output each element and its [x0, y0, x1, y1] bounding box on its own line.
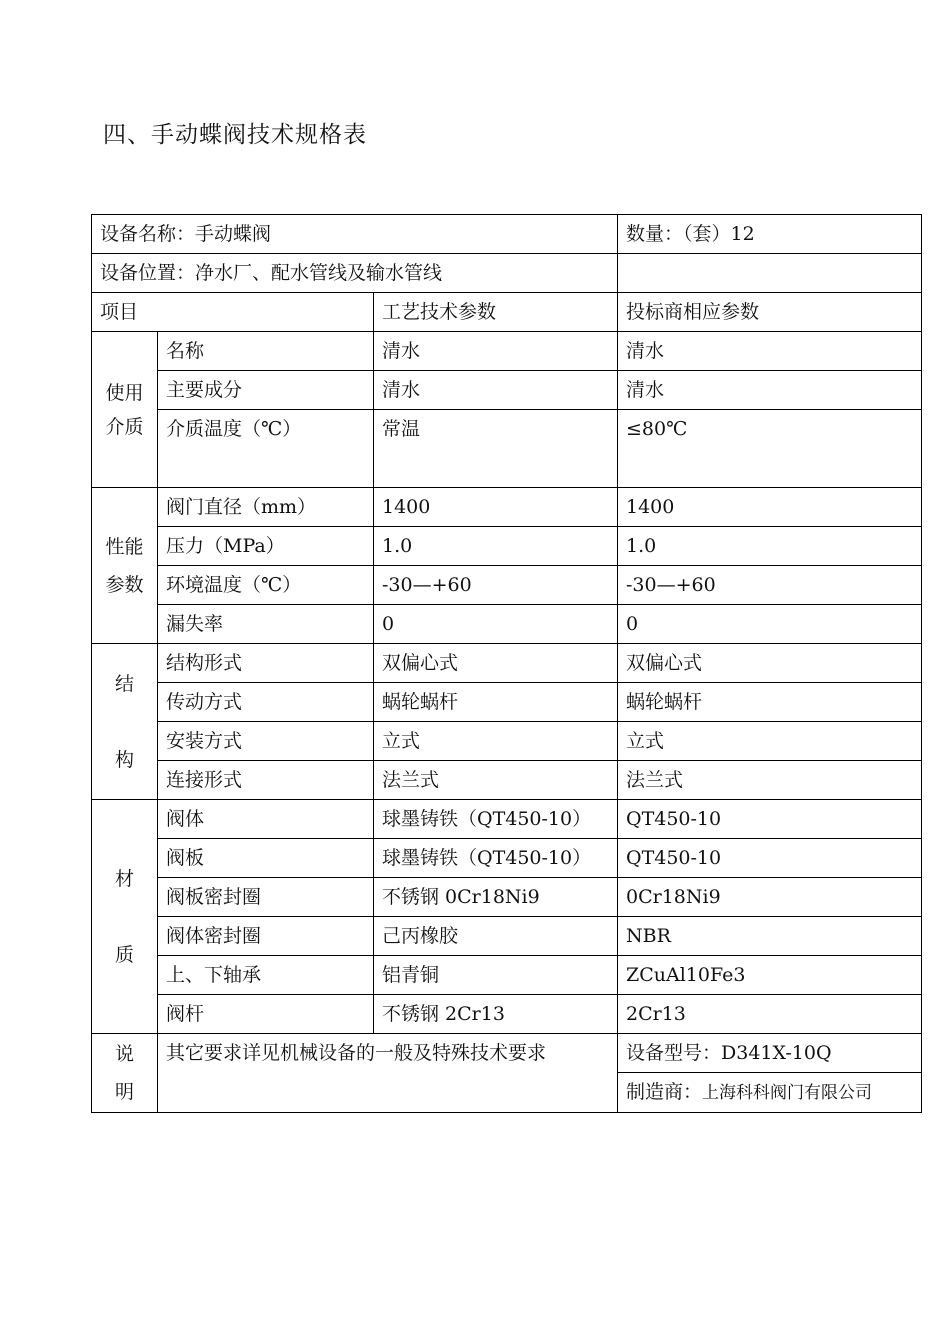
item-cell: 阀杆 — [158, 995, 374, 1034]
table-row — [92, 332, 922, 371]
process-cell: 1.0 — [374, 527, 618, 566]
process-cell: 清水 — [374, 332, 618, 371]
group-label-structure: 结 构 — [92, 644, 158, 800]
item-cell: 阀体密封圈 — [158, 917, 374, 956]
item-cell: 阀门直径（mm） — [158, 488, 374, 527]
bidder-cell: 0 — [618, 605, 922, 644]
bidder-cell: 0Cr18Ni9 — [618, 878, 922, 917]
process-cell: -30—+60 — [374, 566, 618, 605]
item-cell: 连接形式 — [158, 761, 374, 800]
bidder-cell: 2Cr13 — [618, 995, 922, 1034]
process-cell: 清水 — [374, 371, 618, 410]
item-cell: 阀板 — [158, 839, 374, 878]
bidder-cell: 清水 — [618, 371, 922, 410]
process-cell: 球墨铸铁（QT450-10） — [374, 800, 618, 839]
table-row — [92, 1034, 922, 1073]
bidder-cell: 清水 — [618, 332, 922, 371]
item-cell: 阀板密封圈 — [158, 878, 374, 917]
maker-cell — [618, 1073, 922, 1113]
group-label-medium: 使用 介质 — [92, 332, 158, 488]
bidder-cell: 双偏心式 — [618, 644, 922, 683]
table-row — [92, 527, 922, 566]
item-cell: 安装方式 — [158, 722, 374, 761]
table-row — [92, 800, 922, 839]
table-row — [92, 839, 922, 878]
column-header-item: 项目 — [92, 293, 374, 332]
item-cell: 名称 — [158, 332, 374, 371]
item-cell: 传动方式 — [158, 683, 374, 722]
table-row — [92, 410, 922, 488]
bidder-cell: QT450-10 — [618, 839, 922, 878]
column-header-process: 工艺技术参数 — [374, 293, 618, 332]
table-row — [92, 644, 922, 683]
item-cell: 结构形式 — [158, 644, 374, 683]
process-cell: 常温 — [374, 410, 618, 488]
column-header-row — [92, 293, 922, 332]
group-label-material: 材 质 — [92, 800, 158, 1034]
table-row — [92, 878, 922, 917]
bidder-cell: 1.0 — [618, 527, 922, 566]
table-row — [92, 254, 922, 293]
bidder-cell: QT450-10 — [618, 800, 922, 839]
process-cell: 不锈钢 2Cr13 — [374, 995, 618, 1034]
table-row — [92, 371, 922, 410]
bidder-cell: 蜗轮蜗杆 — [618, 683, 922, 722]
process-cell: 铝青铜 — [374, 956, 618, 995]
table-row — [92, 605, 922, 644]
device-name-cell: 设备名称：手动蝶阀 — [92, 215, 618, 254]
item-cell: 漏失率 — [158, 605, 374, 644]
bidder-cell: 1400 — [618, 488, 922, 527]
spec-table — [91, 214, 922, 1113]
bidder-cell: 法兰式 — [618, 761, 922, 800]
maker-label: 制造商： — [626, 1081, 703, 1103]
item-cell: 介质温度（℃） — [158, 410, 374, 488]
bidder-cell: 立式 — [618, 722, 922, 761]
item-cell: 上、下轴承 — [158, 956, 374, 995]
item-cell: 压力（MPa） — [158, 527, 374, 566]
bidder-cell: NBR — [618, 917, 922, 956]
table-row — [92, 566, 922, 605]
notes-text: 其它要求详见机械设备的一般及特殊技术要求 — [158, 1034, 618, 1113]
bidder-cell: ZCuAl10Fe3 — [618, 956, 922, 995]
table-row — [92, 215, 922, 254]
document-title: 四、手动蝶阀技术规格表 — [103, 122, 367, 148]
group-label-performance: 性能 参数 — [92, 488, 158, 644]
table-row — [92, 917, 922, 956]
table-row — [92, 488, 922, 527]
model-cell: 设备型号：D341X-10Q — [618, 1034, 922, 1073]
process-cell: 法兰式 — [374, 761, 618, 800]
item-cell: 主要成分 — [158, 371, 374, 410]
process-cell: 0 — [374, 605, 618, 644]
process-cell: 己丙橡胶 — [374, 917, 618, 956]
process-cell: 蜗轮蜗杆 — [374, 683, 618, 722]
table-row — [92, 761, 922, 800]
device-location-cell: 设备位置：净水厂、配水管线及输水管线 — [92, 254, 618, 293]
table-row — [92, 722, 922, 761]
maker-value: 上海科科阀门有限公司 — [702, 1083, 873, 1103]
bidder-cell: ≤80℃ — [618, 410, 922, 488]
empty-cell — [618, 254, 922, 293]
table-row — [92, 683, 922, 722]
column-header-bidder: 投标商相应参数 — [618, 293, 922, 332]
notes-label: 说 明 — [92, 1034, 158, 1113]
process-cell: 双偏心式 — [374, 644, 618, 683]
quantity-cell: 数量：（套）12 — [618, 215, 922, 254]
process-cell: 球墨铸铁（QT450-10） — [374, 839, 618, 878]
table-row — [92, 995, 922, 1034]
table-row — [92, 956, 922, 995]
process-cell: 立式 — [374, 722, 618, 761]
process-cell: 不锈钢 0Cr18Ni9 — [374, 878, 618, 917]
item-cell: 环境温度（℃） — [158, 566, 374, 605]
item-cell: 阀体 — [158, 800, 374, 839]
process-cell: 1400 — [374, 488, 618, 527]
bidder-cell: -30—+60 — [618, 566, 922, 605]
